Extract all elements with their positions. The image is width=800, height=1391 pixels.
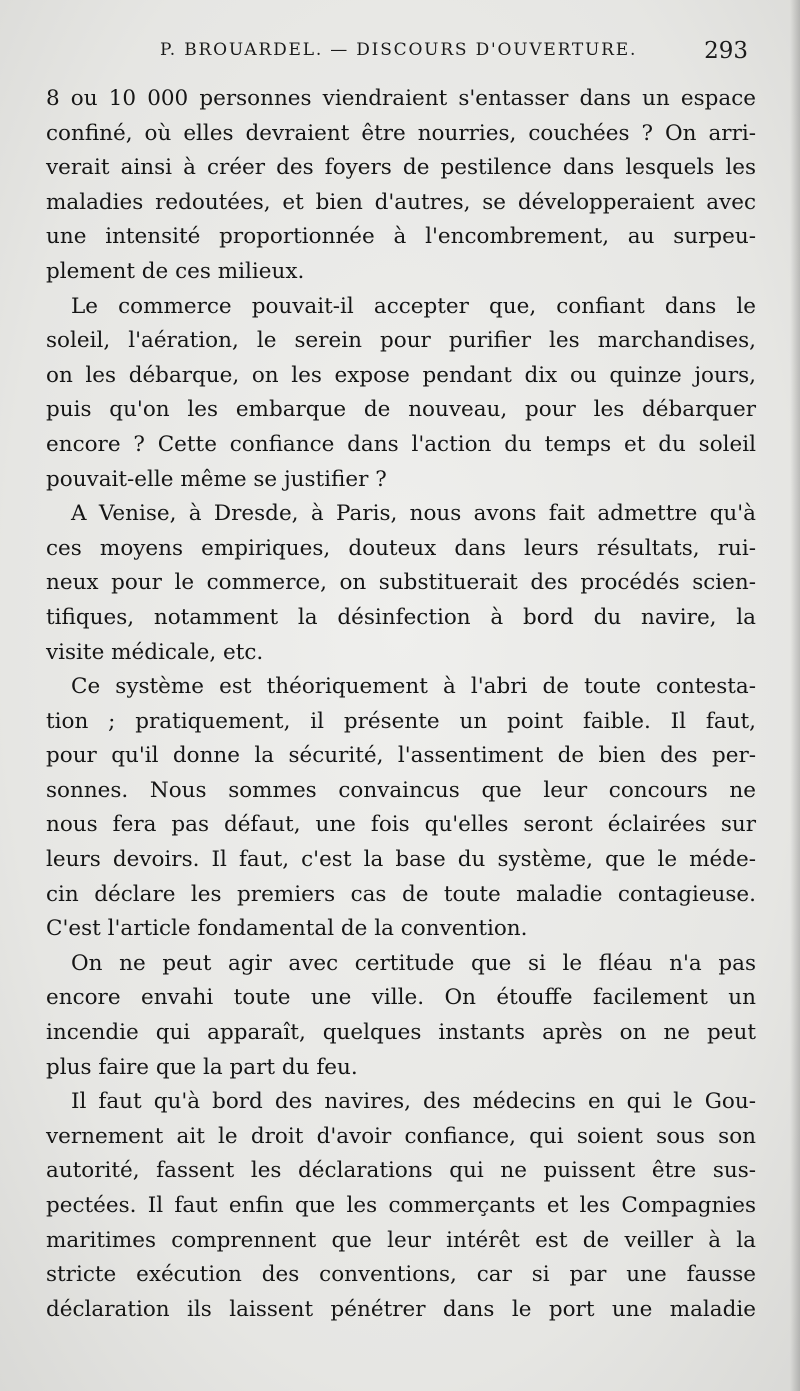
text-line: Ce système est théoriquement à l'abri de toute contesta- bbox=[71, 674, 756, 700]
paragraph bbox=[46, 1085, 756, 1327]
text-line: pouvait-elle même se justifier ? bbox=[46, 466, 387, 492]
text-line: Il faut qu'à bord des navires, des médecins en qui le Gou- bbox=[71, 1089, 756, 1115]
text-line: tifiques, notamment la désinfection à bord du navire, la bbox=[46, 604, 756, 630]
text-line: neux pour le commerce, on substituerait des procédés scien- bbox=[46, 570, 756, 596]
text-line: vernement ait le droit d'avoir confiance, qui soient sous son bbox=[46, 1123, 756, 1149]
text-line: pour qu'il donne la sécurité, l'assentiment de bien des per- bbox=[46, 743, 756, 769]
text-line: maladies redoutées, et bien d'autres, se développeraient avec bbox=[46, 189, 756, 215]
running-header bbox=[160, 38, 760, 68]
text-line: nous fera pas défaut, une fois qu'elles seront éclairées sur bbox=[46, 812, 756, 838]
paragraph bbox=[46, 670, 756, 947]
page-edge-shadow bbox=[790, 0, 800, 1391]
text-line: encore ? Cette confiance dans l'action du temps et du soleil bbox=[46, 431, 756, 457]
text-line: cin déclare les premiers cas de toute maladie contagieuse. bbox=[46, 881, 756, 907]
text-line: soleil, l'aération, le serein pour purifier les marchandises, bbox=[46, 328, 756, 354]
paragraph bbox=[46, 497, 756, 670]
text-line: encore envahi toute une ville. On étouffe facilement un bbox=[46, 985, 756, 1011]
text-line: On ne peut agir avec certitude que si le fléau n'a pas bbox=[71, 950, 756, 976]
text-line: on les débarque, on les expose pendant dix ou quinze jours, bbox=[46, 362, 756, 388]
text-line: sonnes. Nous sommes convaincus que leur concours ne bbox=[46, 777, 756, 803]
text-line: ces moyens empiriques, douteux dans leurs résultats, rui- bbox=[46, 535, 756, 561]
paragraph bbox=[46, 82, 756, 290]
paragraph bbox=[46, 290, 756, 498]
text-line: plement de ces milieux. bbox=[46, 258, 305, 284]
text-line: tion ; pratiquement, il présente un point faible. Il faut, bbox=[46, 708, 756, 734]
text-line: puis qu'on les embarque de nouveau, pour les débarquer bbox=[46, 397, 756, 423]
text-line: une intensité proportionnée à l'encombrement, au surpeu- bbox=[46, 224, 756, 250]
text-line: maritimes comprennent que leur intérêt est de veiller à la bbox=[46, 1227, 756, 1253]
running-title: P. BROUARDEL. — DISCOURS D'OUVERTURE. bbox=[160, 40, 638, 60]
text-line: C'est l'article fondamental de la convention. bbox=[46, 916, 528, 942]
page-number: 293 bbox=[704, 38, 748, 64]
text-line: visite médicale, etc. bbox=[46, 639, 264, 665]
body-text bbox=[46, 82, 756, 1327]
text-line: 8 ou 10 000 personnes viendraient s'entasser dans un espace bbox=[46, 86, 756, 111]
text-line: verait ainsi à créer des foyers de pestilence dans lesquels les bbox=[46, 155, 756, 181]
text-line: confiné, où elles devraient être nourries, couchées ? On arri- bbox=[46, 120, 756, 146]
text-line: incendie qui apparaît, quelques instants après on ne peut bbox=[46, 1020, 756, 1046]
paragraph bbox=[46, 947, 756, 1085]
text-line: déclaration ils laissent pénétrer dans le port une maladie bbox=[46, 1296, 756, 1322]
text-line: A Venise, à Dresde, à Paris, nous avons fait admettre qu'à bbox=[71, 501, 756, 527]
text-line: pectées. Il faut enfin que les commerçants et les Compagnies bbox=[46, 1193, 756, 1218]
text-line: stricte exécution des conventions, car si par une fausse bbox=[46, 1262, 756, 1288]
text-line: leurs devoirs. Il faut, c'est la base du système, que le méde- bbox=[46, 847, 756, 873]
text-line: autorité, fassent les déclarations qui ne puissent être sus- bbox=[46, 1158, 756, 1184]
text-line: Le commerce pouvait-il accepter que, confiant dans le bbox=[71, 293, 756, 319]
text-line: plus faire que la part du feu. bbox=[46, 1054, 358, 1080]
